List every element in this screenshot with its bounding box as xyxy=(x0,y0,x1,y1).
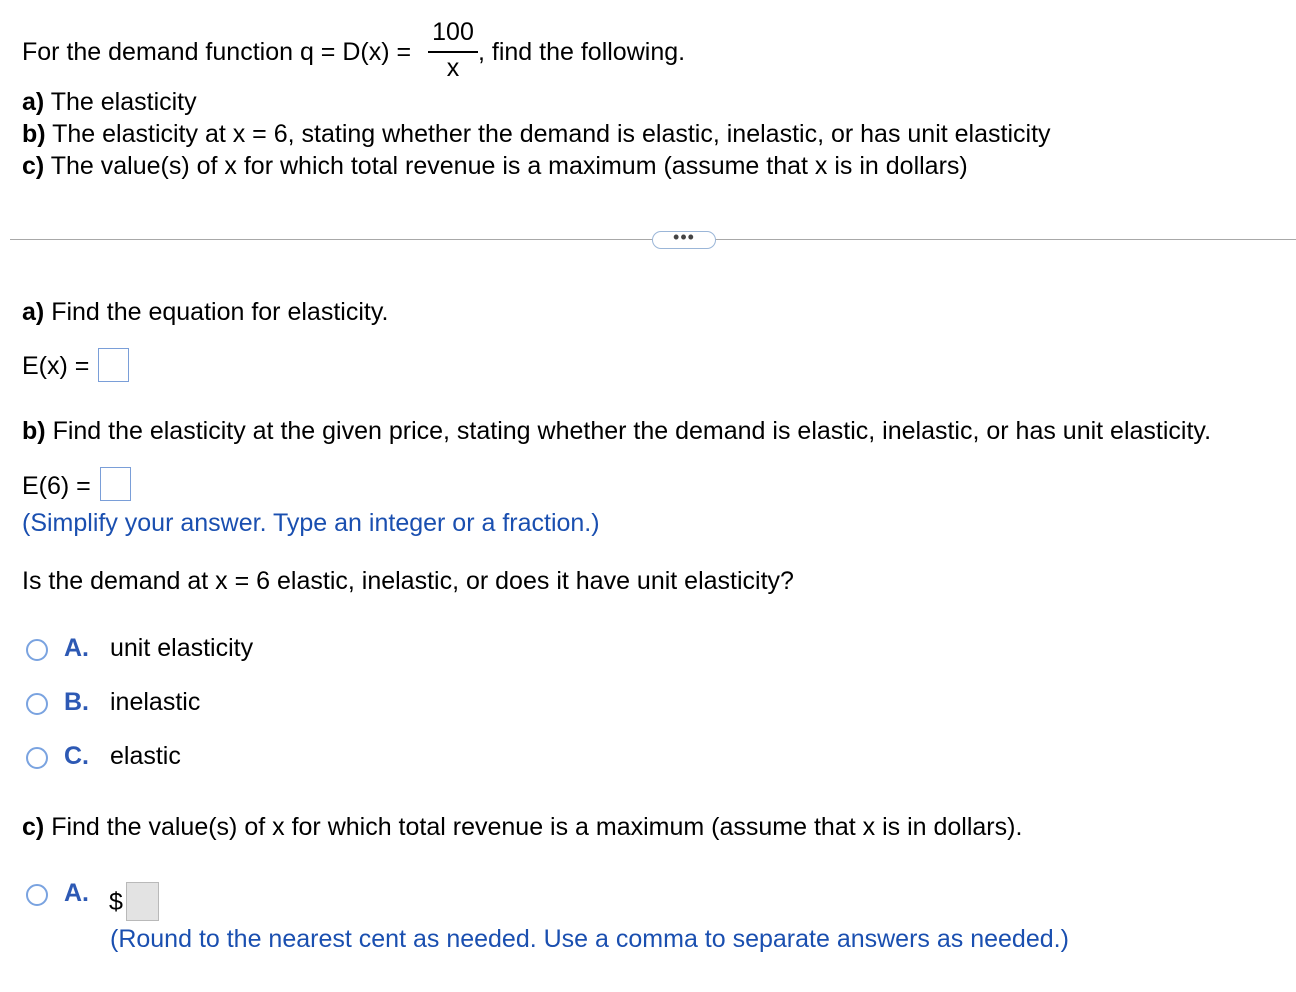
part-b-label: b) xyxy=(22,417,46,445)
option-a-letter: A. xyxy=(64,634,89,662)
more-options-button[interactable]: ••• xyxy=(652,231,716,249)
part-c-hint: (Round to the nearest cent as needed. Use a comma to separate answers as needed.) xyxy=(110,925,1069,953)
elasticity-equation-input[interactable] xyxy=(98,348,129,382)
option-c-letter: C. xyxy=(64,742,89,770)
part-b-followup: Is the demand at x = 6 elastic, inelastic, or does it have unit elasticity? xyxy=(22,567,794,595)
fraction-numerator: 100 xyxy=(432,18,474,46)
fraction-denominator: x xyxy=(446,54,460,82)
problem-part-a-label: a) xyxy=(22,88,45,116)
problem-intro-suffix: , find the following. xyxy=(478,38,686,66)
part-c-question xyxy=(22,813,1022,842)
demand-fraction xyxy=(428,18,478,84)
part-c-label: c) xyxy=(22,813,45,841)
option-b-text[interactable]: inelastic xyxy=(110,688,201,716)
problem-part-b-label: b) xyxy=(22,120,46,148)
problem-part-b xyxy=(22,120,1051,149)
part-a-question xyxy=(22,298,388,327)
problem-intro xyxy=(22,38,411,67)
elasticity-at-6-prefix: E(6) = xyxy=(22,472,91,500)
option-c-text[interactable]: elastic xyxy=(110,742,181,770)
part-b-hint: (Simplify your answer. Type an integer or a fraction.) xyxy=(22,509,600,537)
option-a-text[interactable]: unit elasticity xyxy=(110,634,254,662)
problem-intro-text: For the demand function q = D(x) = xyxy=(22,38,412,66)
option-b-radio[interactable] xyxy=(26,693,48,715)
part-c-option-a-radio[interactable] xyxy=(26,884,48,906)
option-a-radio[interactable] xyxy=(26,639,48,661)
part-b-text: Find the elasticity at the given price, stating whether the demand is elastic, inelastic, or has unit elasticity. xyxy=(52,417,1212,445)
problem-part-b-text: The elasticity at x = 6, stating whether the demand is elastic, inelastic, or has unit elasticity xyxy=(52,120,1051,148)
option-c-radio[interactable] xyxy=(26,747,48,769)
part-c-option-a-letter: A. xyxy=(64,879,89,907)
fraction-bar xyxy=(428,51,478,53)
elasticity-equation-prefix: E(x) = xyxy=(22,352,90,380)
problem-part-a-text: The elasticity xyxy=(50,88,197,116)
problem-part-c xyxy=(22,152,968,181)
part-b-question xyxy=(22,417,1211,446)
problem-part-c-label: c) xyxy=(22,152,45,180)
elasticity-at-6-input[interactable] xyxy=(100,467,131,501)
max-revenue-input[interactable] xyxy=(126,882,159,921)
problem-part-a xyxy=(22,88,197,117)
currency-symbol: $ xyxy=(109,888,123,916)
part-c-text: Find the value(s) of x for which total revenue is a maximum (assume that x is in dollars). xyxy=(51,813,1023,841)
part-a-label: a) xyxy=(22,298,45,326)
option-b-letter: B. xyxy=(64,688,89,716)
part-a-text: Find the equation for elasticity. xyxy=(51,298,389,326)
problem-part-c-text: The value(s) of x for which total revenue is a maximum (assume that x is in dollars) xyxy=(50,152,968,180)
